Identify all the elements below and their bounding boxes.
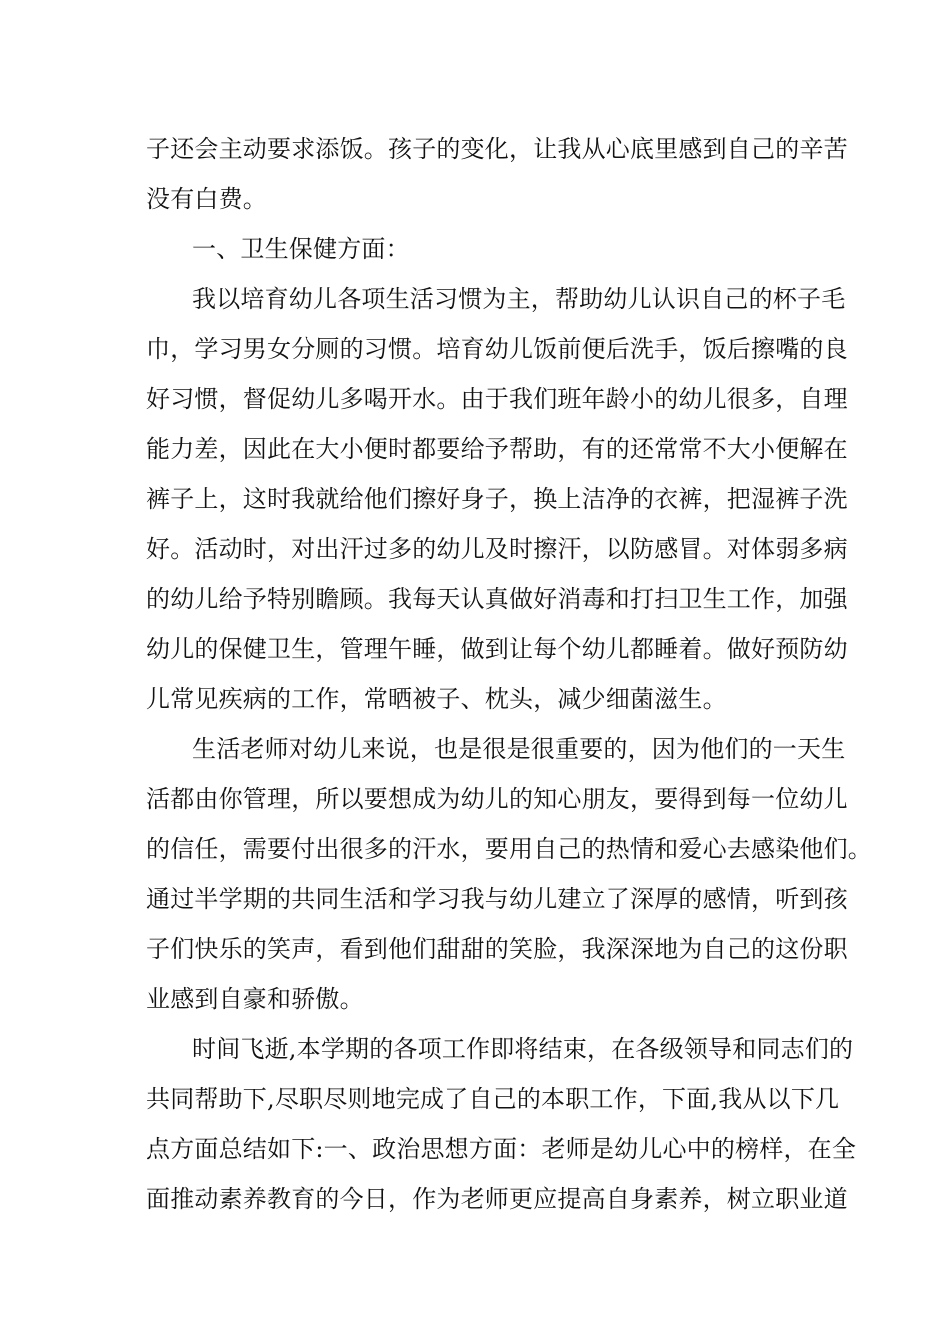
text-line: 好。活动时，对出汗过多的幼儿及时擦汗，以防感冒。对体弱多病 <box>146 535 848 563</box>
text-line: 幼儿的保健卫生，管理午睡，做到让每个幼儿都睡着。做好预防幼 <box>146 635 848 663</box>
text-line: 点方面总结如下:一、政治思想方面：老师是幼儿心中的榜样，在全 <box>146 1135 857 1163</box>
text-line: 时间飞逝,本学期的各项工作即将结束，在各级领导和同志们的 <box>192 1035 854 1063</box>
text-line: 通过半学期的共同生活和学习我与幼儿建立了深厚的感情，听到孩 <box>146 885 848 913</box>
text-line: 面推动素养教育的今日，作为老师更应提高自身素养，树立职业道 <box>146 1185 848 1213</box>
text-line: 儿常见疾病的工作，常晒被子、枕头，减少细菌滋生。 <box>146 685 727 713</box>
text-line: 我以培育幼儿各项生活习惯为主，帮助幼儿认识自己的杯子毛 <box>192 285 846 313</box>
text-line: 没有白费。 <box>146 185 267 213</box>
text-line: 好习惯，督促幼儿多喝开水。由于我们班年龄小的幼儿很多，自理 <box>146 385 848 413</box>
text-line: 生活老师对幼儿来说，也是很是很重要的，因为他们的一天生 <box>192 735 846 763</box>
text-line: 巾，学习男女分厕的习惯。培育幼儿饭前便后洗手，饭后擦嘴的良 <box>146 335 848 363</box>
text-line: 的幼儿给予特别瞻顾。我每天认真做好消毒和打扫卫生工作，加强 <box>146 585 848 613</box>
text-line: 子还会主动要求添饭。孩子的变化，让我从心底里感到自己的辛苦 <box>146 135 848 163</box>
text-line: 子们快乐的笑声，看到他们甜甜的笑脸，我深深地为自己的这份职 <box>146 935 848 963</box>
text-line: 裤子上，这时我就给他们擦好身子，换上洁净的衣裤，把湿裤子洗 <box>146 485 848 513</box>
text-line: 共同帮助下,尽职尽则地完成了自己的本职工作，下面,我从以下几 <box>146 1085 840 1113</box>
text-line: 能力差，因此在大小便时都要给予帮助，有的还常常不大小便解在 <box>146 435 848 463</box>
text-line: 的信任，需要付出很多的汗水，要用自己的热情和爱心去感染他们。 <box>146 835 872 863</box>
text-line: 业感到自豪和骄傲。 <box>146 985 364 1013</box>
text-line: 活都由你管理，所以要想成为幼儿的知心朋友，要得到每一位幼儿 <box>146 785 848 813</box>
section-heading: 一、卫生保健方面： <box>192 235 410 263</box>
